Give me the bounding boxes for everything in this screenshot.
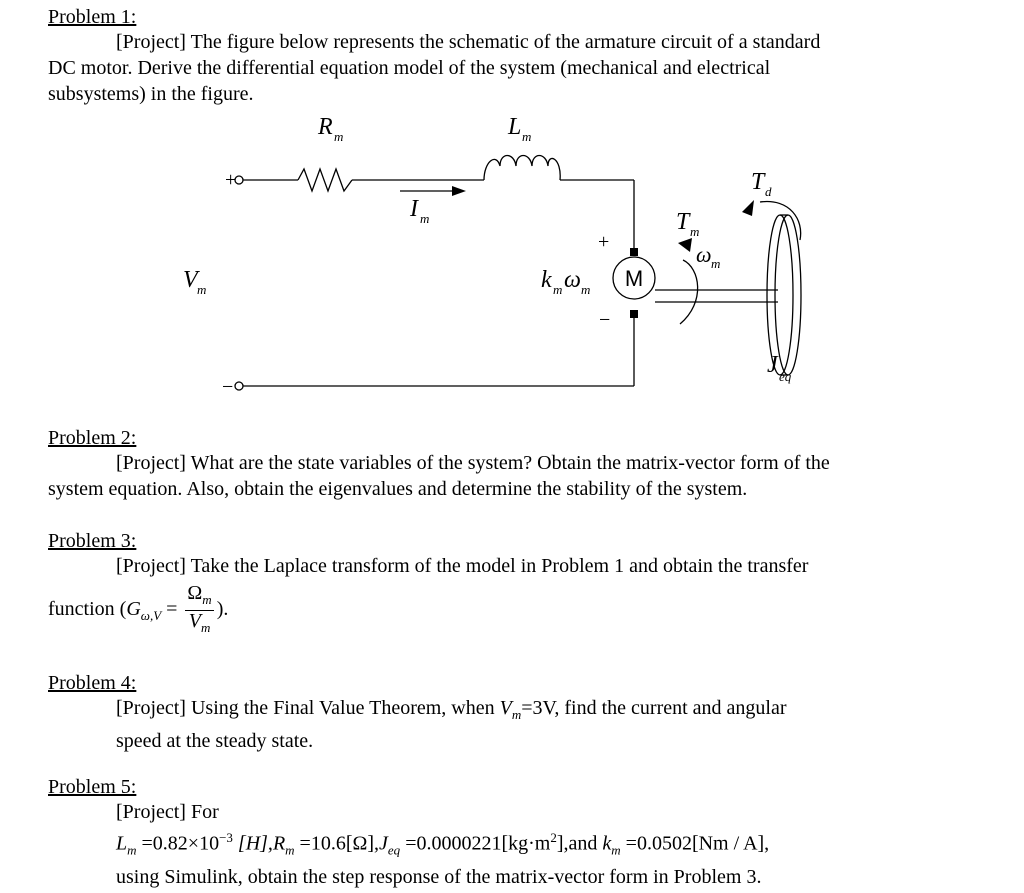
label-Rm: R: [318, 114, 333, 140]
label-emf-omega: ω: [564, 267, 581, 293]
problem-4: [48, 671, 988, 754]
J-unit: ],and: [556, 832, 603, 855]
torque-arrow-head: [678, 238, 692, 252]
resistor-symbol: [298, 169, 352, 191]
label-Td: T: [751, 169, 765, 195]
L-symbol: L: [116, 832, 128, 855]
R-value: =10.6[Ω],: [294, 832, 380, 855]
problem-2-heading: Problem 2:: [48, 427, 137, 449]
problem-2: [48, 426, 988, 502]
disturbance-arrow-head: [742, 200, 754, 216]
k-symbol: k: [602, 832, 612, 855]
L-subscript: m: [127, 842, 137, 858]
Vm-subscript: m: [511, 707, 522, 722]
label-Tm: T: [676, 209, 690, 235]
label-Vm: V: [183, 267, 198, 293]
inertia-disk-back: [767, 215, 793, 375]
V-symbol: V: [188, 610, 201, 632]
function-prefix: function (: [48, 598, 127, 621]
label-emf-sub1: m: [553, 282, 563, 297]
problem-5: [48, 775, 988, 890]
inertia-disk-front: [775, 215, 801, 375]
problem-2-line-1: [Project] What are the state variables of the system? Obtain the matrix-vector form of the: [116, 452, 830, 474]
label-motor: M: [624, 266, 644, 291]
problem-5-line-3: using Simulink, obtain the step response of the matrix-vector form in Problem 3.: [116, 865, 762, 888]
Vm-symbol: V: [499, 697, 512, 719]
equals-sign: =: [161, 598, 183, 621]
omega-upper: Ω: [187, 582, 203, 604]
brush-top: [630, 248, 638, 256]
label-Lm: L: [508, 114, 522, 140]
label-Im: I: [410, 196, 418, 222]
label-Tm-sub: m: [690, 224, 700, 239]
J-exponent: 2: [550, 830, 557, 845]
problem-1-heading: Problem 1:: [48, 6, 137, 28]
disturbance-arc: [760, 202, 801, 240]
function-suffix: ).: [216, 598, 229, 621]
problem-1-line-2: DC motor. Derive the differential equation model of the system (mechanical and electrical: [48, 57, 771, 79]
circuit-wires: [235, 156, 801, 391]
problem-1-line-3: subsystems) in the figure.: [48, 83, 254, 105]
R-subscript: m: [285, 842, 295, 858]
torque-arc: [680, 260, 698, 324]
J-symbol: J: [379, 832, 388, 855]
label-omega: ω: [696, 242, 712, 267]
problem-3-heading: Problem 3:: [48, 530, 137, 552]
k-value: =0.0502[Nm / A],: [620, 832, 770, 855]
L-value: =0.82×10: [136, 832, 220, 855]
fraction-numerator: [185, 583, 213, 611]
negative-terminal: [235, 382, 243, 390]
label-Rm-sub: m: [334, 129, 344, 144]
J-value: =0.0000221[kg·m: [400, 832, 551, 855]
label-minus: −: [222, 376, 234, 398]
problem-5-heading: Problem 5:: [48, 776, 137, 798]
problem-3: [48, 529, 988, 638]
label-Vm-sub: m: [197, 282, 207, 297]
label-emf-minus: −: [599, 309, 611, 331]
omega-upper-sub: m: [202, 592, 212, 607]
label-emf-k: k: [541, 267, 552, 293]
V-subscript: m: [200, 620, 211, 635]
problem-4-line-2: speed at the steady state.: [116, 730, 314, 752]
transfer-fraction: [185, 583, 213, 638]
G-subscript: ω,V: [140, 608, 162, 624]
problem-5-parameters: [48, 825, 988, 864]
label-plus: +: [225, 169, 237, 191]
problem-4-text-b: =3V, find the current and angular: [521, 697, 787, 719]
label-omega-sub: m: [711, 256, 721, 271]
problem-4-text-a: [Project] Using the Final Value Theorem, when: [116, 697, 500, 719]
L-exponent: −3: [219, 830, 233, 845]
k-subscript: m: [611, 842, 621, 858]
label-Jeq-sub: eq: [779, 369, 792, 384]
problem-3-line-1: [Project] Take the Laplace transform of the model in Problem 1 and obtain the transfer: [116, 555, 809, 577]
problem-2-line-2: system equation. Also, obtain the eigenvalues and determine the stability of the system.: [48, 478, 748, 500]
problem-4-line-1: [48, 695, 988, 728]
label-Lm-sub: m: [522, 129, 532, 144]
label-Jeq: J: [767, 352, 778, 378]
brush-bottom: [630, 310, 638, 318]
label-Td-sub: d: [765, 184, 772, 199]
inductor-symbol: [484, 156, 560, 181]
problem-1-line-1: [Project] The figure below represents the schematic of the armature circuit of a standard: [116, 31, 821, 53]
problem-3-line-2: [48, 583, 988, 638]
label-Im-sub: m: [420, 211, 430, 226]
label-emf-plus: +: [598, 231, 610, 253]
L-unit: [H],: [232, 832, 273, 855]
label-emf-sub2: m: [581, 282, 591, 297]
problem-5-line-1: [Project] For: [116, 801, 219, 823]
R-symbol: R: [272, 832, 286, 855]
G-symbol: G: [126, 598, 141, 621]
problem-4-heading: Problem 4:: [48, 672, 137, 694]
J-subscript: eq: [387, 842, 401, 858]
current-arrow-head: [452, 186, 466, 196]
fraction-denominator: [185, 611, 213, 638]
